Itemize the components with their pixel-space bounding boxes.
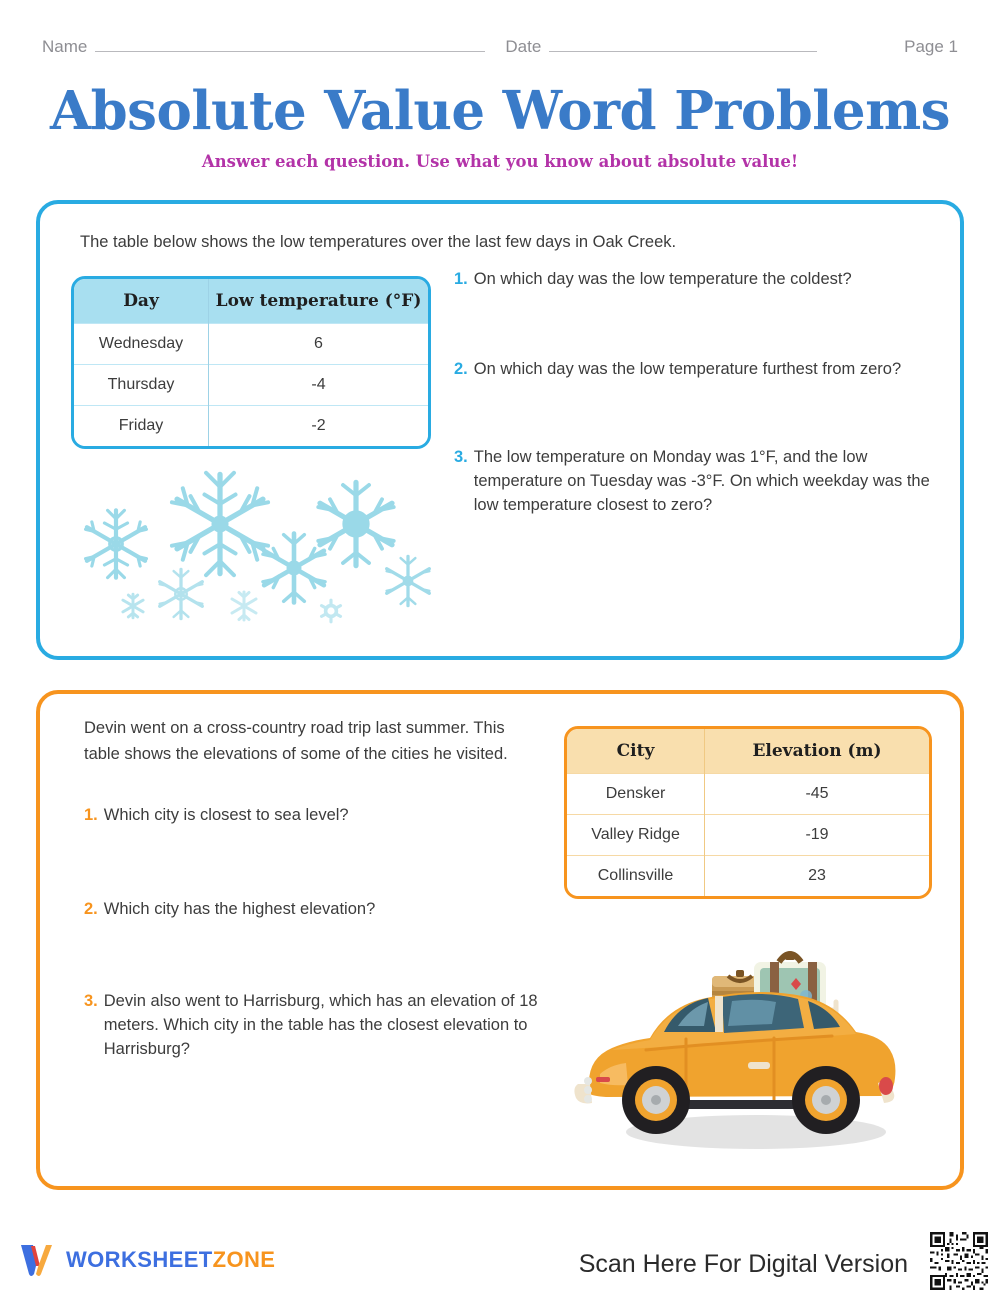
question-item <box>454 446 944 518</box>
qr-code-icon[interactable] <box>928 1230 990 1292</box>
cell-day: Thursday <box>74 365 209 406</box>
column-header-day: Day <box>74 279 209 324</box>
table-row <box>74 365 428 406</box>
question-text: Which city has the highest elevation? <box>103 899 376 918</box>
cell-temperature: 6 <box>209 324 428 365</box>
table-header-row <box>74 279 428 324</box>
question-list-elevation <box>84 804 554 1062</box>
problem-section-temperature <box>36 200 964 660</box>
date-input[interactable] <box>549 34 817 52</box>
question-number: 3. <box>84 991 98 1010</box>
cell-temperature: -4 <box>209 365 428 406</box>
question-list-temperature <box>454 268 944 518</box>
section-intro-temperature: The table below shows the low temperatures over the last few days in Oak Creek. <box>80 233 677 251</box>
cell-elevation: -19 <box>705 815 929 856</box>
question-text: The low temperature on Monday was 1°F, and the low temperature on Tuesday was -3°F. On which weekday was the low temperature closest to zero? <box>473 447 930 514</box>
table-row <box>567 856 929 897</box>
question-item <box>84 804 554 828</box>
question-text: On which day was the low temperature furthest from zero? <box>473 359 902 378</box>
brand-name-secondary: ZONE <box>212 1247 276 1272</box>
question-number: 3. <box>454 447 468 466</box>
name-input[interactable] <box>95 34 485 52</box>
vintage-car-with-luggage-icon <box>560 934 950 1164</box>
snowflakes-icon <box>68 466 448 626</box>
column-header-city: City <box>567 729 705 774</box>
date-label: Date <box>505 37 542 56</box>
cell-city: Valley Ridge <box>567 815 705 856</box>
cell-elevation: 23 <box>705 856 929 897</box>
cell-city: Densker <box>567 774 705 815</box>
question-number: 1. <box>454 270 468 288</box>
question-item <box>454 268 944 292</box>
question-item <box>84 898 554 922</box>
worksheet-zone-logo[interactable] <box>18 1242 275 1278</box>
cell-temperature: -2 <box>209 406 428 447</box>
question-text: On which day was the low temperature the coldest? <box>473 270 852 288</box>
table-header-row <box>567 729 929 774</box>
cell-city: Collinsville <box>567 856 705 897</box>
cell-day: Wednesday <box>74 324 209 365</box>
question-text: Which city is closest to sea level? <box>103 806 349 824</box>
question-item <box>84 990 554 1062</box>
worksheet-header <box>42 34 958 60</box>
elevation-table <box>564 726 932 899</box>
question-text: Devin also went to Harrisburg, which has an elevation of 18 meters. Which city in the table has the closest elevation to Harrisburg? <box>103 991 538 1058</box>
worksheet-footer <box>0 1222 1000 1294</box>
table-row <box>567 774 929 815</box>
cell-day: Friday <box>74 406 209 447</box>
page-number: Page 1 <box>904 37 958 56</box>
table-row <box>74 324 428 365</box>
table-row <box>567 815 929 856</box>
temperature-table <box>71 276 431 449</box>
column-header-elevation: Elevation (m) <box>705 729 929 774</box>
w-logo-icon <box>18 1242 58 1278</box>
question-item <box>454 358 944 382</box>
question-number: 2. <box>84 899 98 918</box>
table-row <box>74 406 428 447</box>
column-header-low-temperature: Low temperature (°F) <box>209 279 428 324</box>
page-title: Absolute Value Word Problems <box>49 80 951 142</box>
scan-instruction-text: Scan Here For Digital Version <box>578 1250 908 1278</box>
title-block <box>0 82 1000 171</box>
question-number: 1. <box>84 806 98 824</box>
question-number: 2. <box>454 359 468 378</box>
brand-name-primary: WORKSHEET <box>66 1247 213 1272</box>
cell-elevation: -45 <box>705 774 929 815</box>
problem-section-elevation <box>36 690 964 1190</box>
section-intro-elevation: Devin went on a cross-country road trip last summer. This table shows the elevations of some of the cities he visited. <box>84 719 508 763</box>
name-label: Name <box>42 37 88 56</box>
page-subtitle: Answer each question. Use what you know about absolute value! <box>201 152 799 172</box>
